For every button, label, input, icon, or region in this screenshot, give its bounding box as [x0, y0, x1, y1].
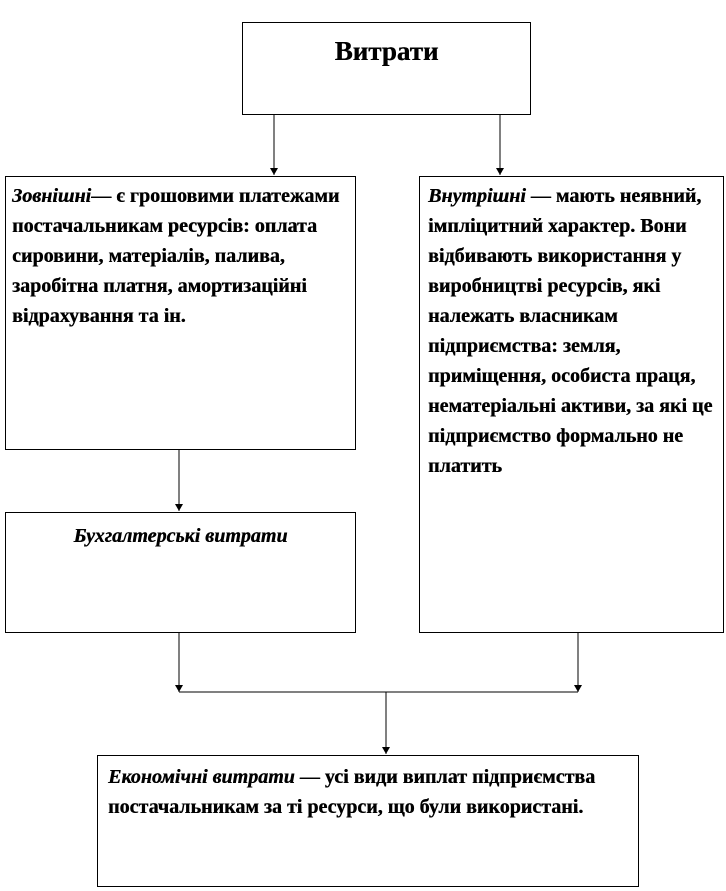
economic-costs-term: Економічні витрати: [108, 766, 295, 788]
internal-costs-description: — мають неявний, імпліцитний характер. Вони відбивають використання у виробництві ресурсів, які належать власникам підприємства: земля, приміщення, особиста праця, нематеріальні активи, за які це підприємство формально не платить: [428, 185, 713, 477]
economic-costs-description: — усі види виплат підприємства постачальникам за ті ресурси, що були використані.: [108, 766, 596, 818]
external-costs-box: [5, 176, 356, 450]
external-costs-description: — є грошовими платежами постачальникам ресурсів: оплата сировини, матеріалів, палива, заробітна платня, амортизаційні відрахування та ін.: [12, 185, 340, 327]
costs-title: Витрати: [334, 36, 439, 66]
economic-costs-box: [97, 755, 639, 887]
external-costs-text: [6, 177, 355, 331]
internal-costs-box: [419, 176, 724, 633]
economic-costs-text: [98, 756, 638, 822]
external-costs-term: Зовнішні: [12, 185, 92, 207]
internal-costs-term: Внутрішні: [428, 185, 526, 207]
costs-title-box: [242, 22, 531, 115]
accounting-costs-term: Бухгалтерські витрати: [73, 525, 288, 547]
internal-costs-text: [420, 177, 723, 481]
accounting-costs-box: [5, 512, 356, 633]
